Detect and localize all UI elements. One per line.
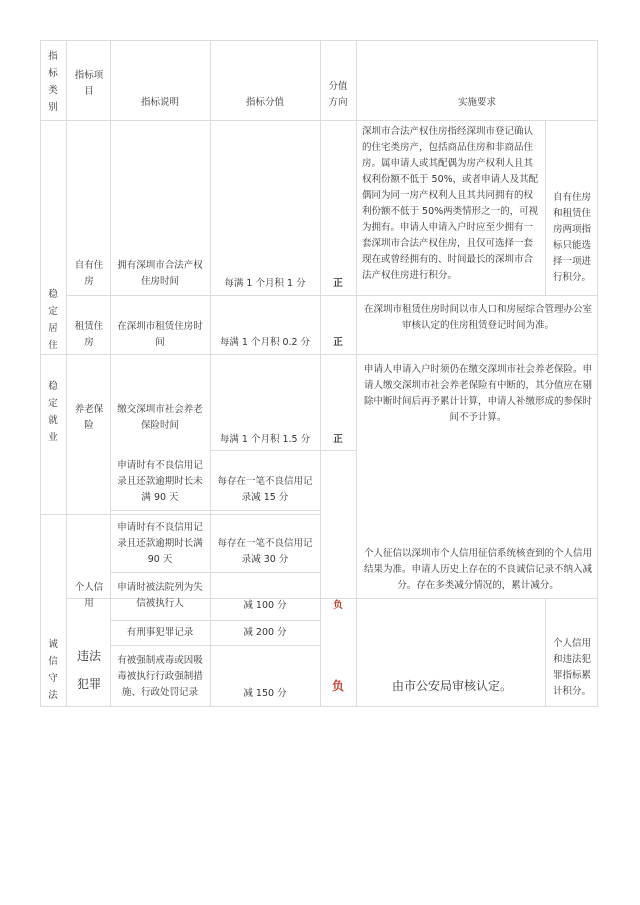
category-integrity: 诚信守法	[48, 639, 58, 701]
table-border-top	[40, 40, 598, 41]
row-line-pension-a	[210, 450, 356, 451]
row-line-stable-end	[40, 354, 598, 355]
item-rent-house: 租赁住房	[74, 321, 104, 348]
direction-rent-house: 正	[333, 337, 343, 348]
desc-own-house: 拥有深圳市合法产权住房时间	[117, 260, 203, 287]
item-crime: 违法犯罪	[76, 649, 101, 691]
table-border-bottom	[40, 706, 598, 707]
row-line-credit-a	[110, 572, 320, 573]
row-line-housing	[66, 295, 598, 296]
item-own-house: 自有住房	[74, 260, 104, 287]
category-stable-employment: 稳定就业	[48, 381, 58, 443]
col-line-7	[545, 598, 546, 707]
req-pension: 申请人申请入户时须仍在缴交深圳市社会养老保险。申请人缴交深圳市社会养老保险有中断的，其分值应在剔除中断时间后再予累计计算，申请人补缴形成的参保时间不予计算。	[363, 364, 592, 423]
col-line-2	[110, 40, 111, 707]
direction-pension: 正	[333, 434, 343, 445]
col-line-1	[66, 40, 67, 707]
table-border-left	[40, 40, 41, 707]
score-credit-under-90: 每存在一笔不良信用记录减 15 分	[217, 476, 313, 503]
table-border-right	[597, 40, 598, 707]
row-line-employ-end	[40, 514, 320, 515]
header-requirement: 实施要求	[457, 97, 496, 108]
direction-credit: 负	[333, 600, 343, 611]
desc-credit-under-90: 申请时有不良信用记录且还款逾期时长未满 90 天	[117, 460, 203, 503]
req-credit: 个人征信以深圳市个人信用征信系统核查到的个人信用结果为准。申请人历史上存在的不良诚信记录不纳入减分。存在多类减分情况的，累计减分。	[363, 548, 592, 591]
col-line-4	[320, 40, 321, 707]
score-crime-criminal: 减 200 分	[243, 627, 287, 638]
col-line-6	[545, 120, 546, 295]
desc-pension: 缴交深圳市社会养老保险时间	[117, 404, 203, 431]
req-crime: 由市公安局审核认定。	[391, 679, 512, 693]
row-line-credit-b	[110, 620, 320, 621]
header-description: 指标说明	[140, 97, 179, 108]
desc-crime-criminal: 有刑事犯罪记录	[126, 627, 194, 638]
direction-crime: 负	[331, 679, 344, 693]
item-credit: 个人信用	[74, 582, 104, 609]
note-integrity-cumulative: 个人信用和违法犯罪指标累计积分。	[552, 638, 591, 697]
desc-rent-house: 在深圳市租赁住房时间	[117, 321, 203, 348]
score-rent-house: 每满 1 个月积 0.2 分	[219, 337, 311, 348]
desc-crime-drug: 有被强制戒毒或因吸毒被执行行政强制措施、行政处罚记录	[117, 655, 203, 698]
note-housing-choose-one: 自有住房和租赁住房两项指标只能选择一项进行积分。	[552, 192, 591, 283]
desc-credit-dishonest: 申请时被法院列为失信被执行人	[117, 582, 203, 609]
score-crime-drug: 减 150 分	[243, 688, 287, 699]
score-credit-over-90: 每存在一笔不良信用记录减 30 分	[217, 538, 313, 565]
col-line-5	[356, 40, 357, 707]
header-score: 指标分值	[245, 97, 284, 108]
header-category: 指标类别	[48, 51, 58, 113]
direction-own-house: 正	[333, 278, 343, 289]
req-own-house: 深圳市合法产权住房指经深圳市登记确认的住宅类房产，包括商品住房和非商品住房。属申请人或其配偶为房产权利人且其权利份额不低于 50%，或者申请人及其配偶同为同一房产权利人且其共同拥有的权利份额不低于 50%两类情形之一的，可视为拥有。申请人申请入户时应至少拥有一套深圳市合法产权住房，且仅可选择一套现在或曾经拥有的、时间最长的深圳市合法产权住房进行积分。	[362, 126, 539, 281]
score-credit-dishonest: 减 100 分	[243, 600, 287, 611]
desc-credit-over-90: 申请时有不良信用记录且还款逾期时长满 90 天	[117, 522, 203, 565]
category-stable-housing: 稳定居住	[48, 289, 58, 351]
req-rent-house: 在深圳市租赁住房时间以市人口和房屋综合管理办公室审核认定的住房租赁登记时间为准。	[363, 304, 592, 331]
item-pension: 养老保险	[74, 404, 104, 431]
header-direction: 分值方向	[328, 81, 348, 108]
row-line-pension-b	[110, 510, 320, 511]
header-item: 指标项目	[74, 70, 104, 97]
score-own-house: 每满 1 个月积 1 分	[224, 278, 306, 289]
score-pension: 每满 1 个月积 1.5 分	[219, 434, 311, 445]
row-line-header	[40, 120, 598, 121]
col-line-3	[210, 40, 211, 707]
row-line-crime-a	[110, 645, 320, 646]
